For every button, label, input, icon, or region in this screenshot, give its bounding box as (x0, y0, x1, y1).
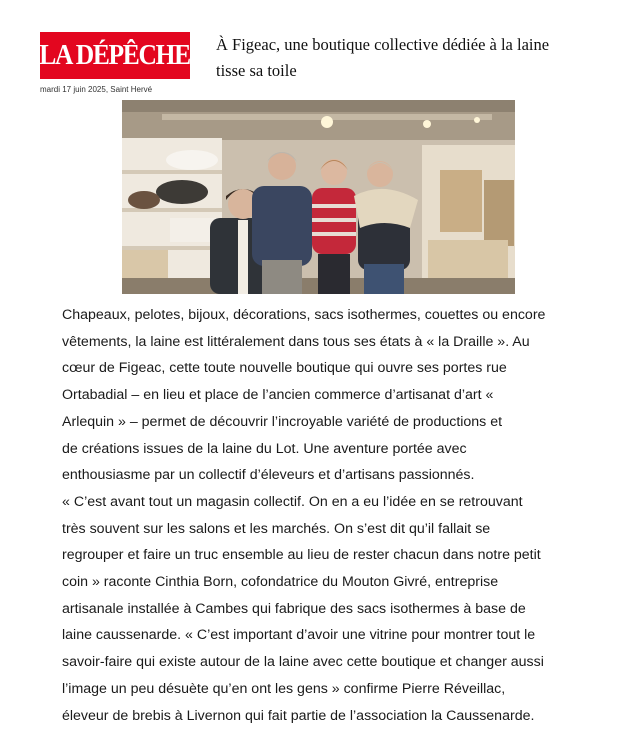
wool-bundle (166, 150, 218, 170)
wool-bundle-brown (128, 191, 160, 209)
stripe (312, 204, 356, 208)
article-body-line: de créations issues de la laine du Lot. Une aventure portée avec (62, 440, 467, 457)
article-body-line: l’image un peu désuète qu’en ont les gens » confirme Pierre Réveillac, (62, 680, 506, 697)
article-body-line: Chapeaux, pelotes, bijoux, décorations, sacs isothermes, couettes ou encore (62, 307, 546, 323)
article-body-line: éleveur de brebis à Livernon qui fait partie de l’association la Caussenarde. (62, 707, 535, 724)
article-body-line: savoir-faire qui existe autour de la laine avec cette boutique et changer aussi (62, 654, 544, 671)
person-1-shirt (238, 220, 248, 294)
ceiling-beam (122, 100, 515, 112)
article-body-line: cœur de Figeac, cette toute nouvelle boutique qui ouvre ses portes rue (62, 360, 507, 377)
article-body-line: regrouper et faire un truc ensemble au lieu de rester chacun dans notre petit (62, 547, 541, 564)
person-4-face (367, 161, 393, 187)
article-photo (122, 100, 515, 294)
person-2-sweater (252, 186, 312, 266)
isothermal-bag (484, 180, 514, 246)
person-2-trousers (262, 260, 302, 294)
person-4-jeans (364, 264, 404, 294)
article-author: Saint Hervé (110, 85, 153, 94)
person-3-face (321, 159, 347, 185)
shelf (122, 246, 222, 250)
article-body-line: artisanale installée à Cambes qui fabrique des sacs isothermes à base de (62, 600, 526, 617)
article-title-line-2: tisse sa toile (216, 61, 297, 80)
shelf (122, 170, 222, 174)
article-body-line: enthousiasme par un collectif d’éleveurs et d’artisans passionnés. (62, 467, 475, 484)
wool-bundle-dark (156, 180, 208, 204)
stripe (312, 232, 356, 236)
publication-date: mardi 17 juin 2025 (40, 85, 106, 94)
shelf (122, 208, 222, 212)
article-body-line: laine caussenarde. « C’est important d’avoir une vitrine pour montrer tout le (62, 627, 536, 644)
article-title (216, 32, 616, 84)
article-body-line: « C’est avant tout un magasin collectif. On en a eu l’idée en se retrouvant (62, 493, 523, 510)
article-meta (40, 85, 152, 94)
ceiling-light (321, 116, 333, 128)
article-body-line: Ortabadial – en lieu et place de l’ancien commerce d’artisanat d’art « (62, 387, 494, 404)
article-body-line: très souvent sur les salons et les marchés. On s’est dit qu’il fallait se (62, 520, 491, 537)
meta-separator: , (105, 85, 111, 94)
ceiling-light (423, 120, 431, 128)
la-depeche-logo[interactable] (40, 32, 190, 79)
article-body-line: vêtements, la laine est littéralement dans tous ses états à « la Draille ». Au (62, 333, 530, 350)
stripe (312, 218, 356, 222)
ceiling-light (474, 117, 480, 123)
article-body-line: Arlequin » – permet de découvrir l’incroyable variété de productions et (62, 413, 503, 430)
article-body-line: coin » raconte Cinthia Born, cofondatrice du Mouton Givré, entreprise (62, 574, 499, 591)
isothermal-bag (440, 170, 482, 232)
person-3-trousers (318, 254, 350, 294)
boutique-photo-illustration (122, 100, 515, 294)
logo-text: LA DÉPÊCHE (39, 39, 191, 71)
article-body (62, 302, 602, 729)
article-title-line-1: À Figeac, une boutique collective dédiée à la laine (216, 35, 550, 54)
